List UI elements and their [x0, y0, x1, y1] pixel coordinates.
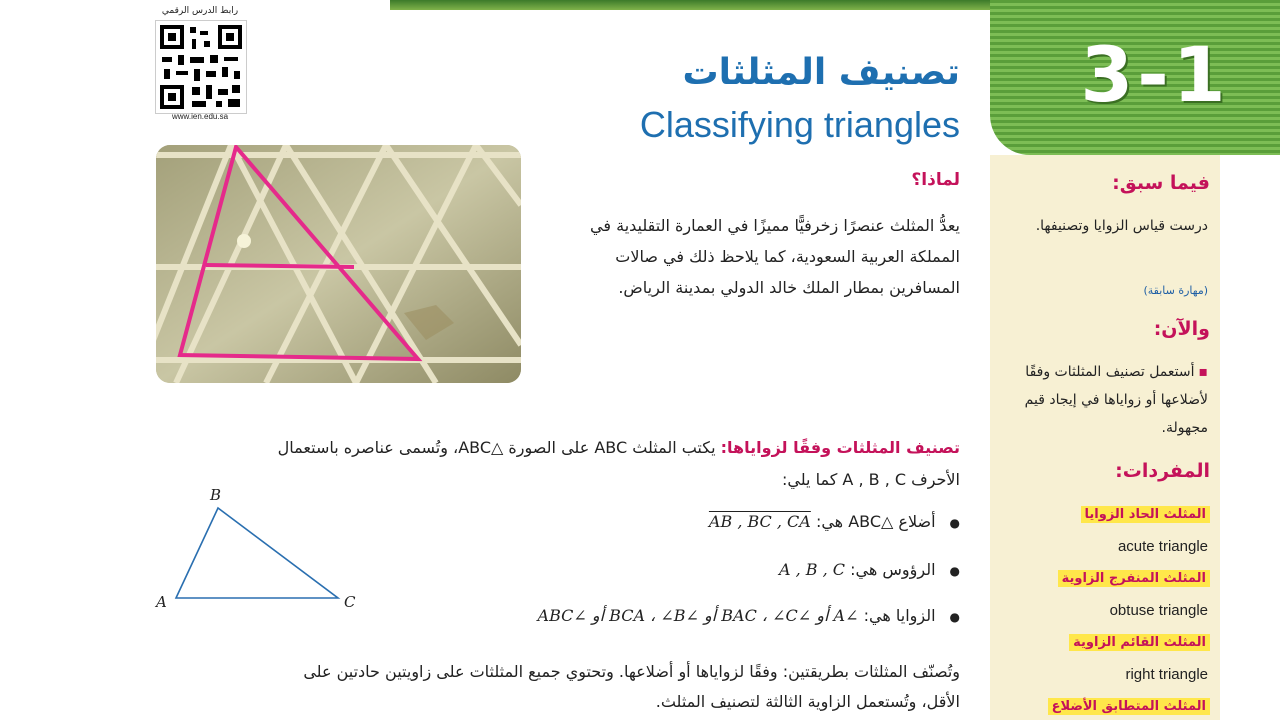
- classify-intro-line2: الأحرف A , B , C كما يلي:: [782, 470, 960, 489]
- vertices-values: A , B , C: [778, 560, 846, 579]
- vocab-term-ar: المثلث القائم الزاوية: [1069, 634, 1210, 651]
- bullet-icon: ▪: [1198, 364, 1208, 380]
- sidebar-now-heading: والآن:: [1153, 318, 1210, 340]
- angles-values: ∠A أو ∠BAC ، ∠C أو ∠BCA ، ∠B أو ∠ABC: [537, 606, 859, 625]
- sidebar-vocab-heading: المفردات:: [1115, 460, 1210, 482]
- vertex-label-a: A: [156, 593, 167, 611]
- sidebar-before-tag: (مهارة سابقة): [1143, 284, 1208, 297]
- why-heading: لماذا؟: [911, 170, 960, 190]
- vocab-term-ar: المثلث الحاد الزوايا: [1081, 506, 1210, 523]
- triangle-abc-shape: [176, 508, 338, 598]
- why-paragraph: يعدُّ المثلث عنصرًا زخرفيًّا مميزًا في العمارة التقليدية في المملكة العربية السعودية، كما يلاحظ ذلك في صالات المسافرين بمطار الملك خالد الدولي بمدينة الرياض.: [590, 216, 960, 297]
- vocab-term-en: acute triangle: [1117, 538, 1208, 555]
- lesson-title-ar: تصنيف المثلثات: [682, 52, 960, 93]
- closing-line1: وتُصنّف المثلثات بطريقتين: وفقًا لزواياها أو أضلاعها. وتحتوي جميع المثلثات على زاويتين حادتين على: [303, 662, 960, 681]
- bullet-dot-icon: ●: [949, 516, 960, 530]
- sidebar-before-heading: فيما سبق:: [1112, 172, 1210, 194]
- closing-line2: الأقل، وتُستعمل الزاوية الثالثة لتصنيف المثلث.: [655, 692, 960, 711]
- qr-code-icon[interactable]: [155, 20, 247, 114]
- classify-intro-text: يكتب المثلث ABC على الصورة △ABC، وتُسمى عناصره باستعمال: [277, 438, 721, 457]
- vertex-label-c: C: [344, 593, 356, 611]
- lesson-number: 3-1: [1080, 30, 1230, 119]
- sides-bullet: [709, 512, 960, 531]
- qr-label: رابط الدرس الرقمي: [161, 6, 239, 16]
- vocab-term-en: right triangle: [1125, 666, 1208, 683]
- sidebar-margin: [1220, 155, 1280, 720]
- airport-ceiling-photo: [156, 145, 521, 383]
- sidebar-before-text: درست قياس الزوايا وتصنيفها.: [1035, 218, 1208, 234]
- bullet-dot-icon: ●: [949, 564, 960, 578]
- classify-heading: تصنيف المثلثات وفقًا لزواياها:: [720, 438, 960, 457]
- vocab-term-ar: المثلث المنفرج الزاوية: [1058, 570, 1210, 587]
- qr-url: www.ien.edu.sa: [171, 112, 229, 121]
- angles-label: الزوايا هي:: [863, 606, 936, 625]
- classify-intro-line1: [180, 432, 960, 464]
- bullet-dot-icon: ●: [949, 610, 960, 624]
- vertices-bullet: [779, 560, 960, 579]
- lesson-title-en: Classifying triangles: [639, 104, 960, 145]
- sides-label: أضلاع △ABC هي:: [815, 512, 936, 531]
- vocab-term-ar: المثلث المتطابق الأضلاع: [1048, 698, 1210, 715]
- sidebar-now-text-content: أستعمل تصنيف المثلثات وفقًا لأضلاعها أو زواياها في إيجاد قيم مجهولة.: [1024, 364, 1208, 436]
- triangle-abc-diagram: [160, 490, 360, 620]
- sides-values: AB , BC , CA: [708, 512, 811, 531]
- vertex-label-b: B: [210, 486, 222, 504]
- sidebar-now-text: [1008, 358, 1208, 442]
- vocab-term-en: obtuse triangle: [1109, 602, 1208, 619]
- angles-bullet: [538, 606, 960, 625]
- vertices-label: الرؤوس هي:: [850, 560, 936, 579]
